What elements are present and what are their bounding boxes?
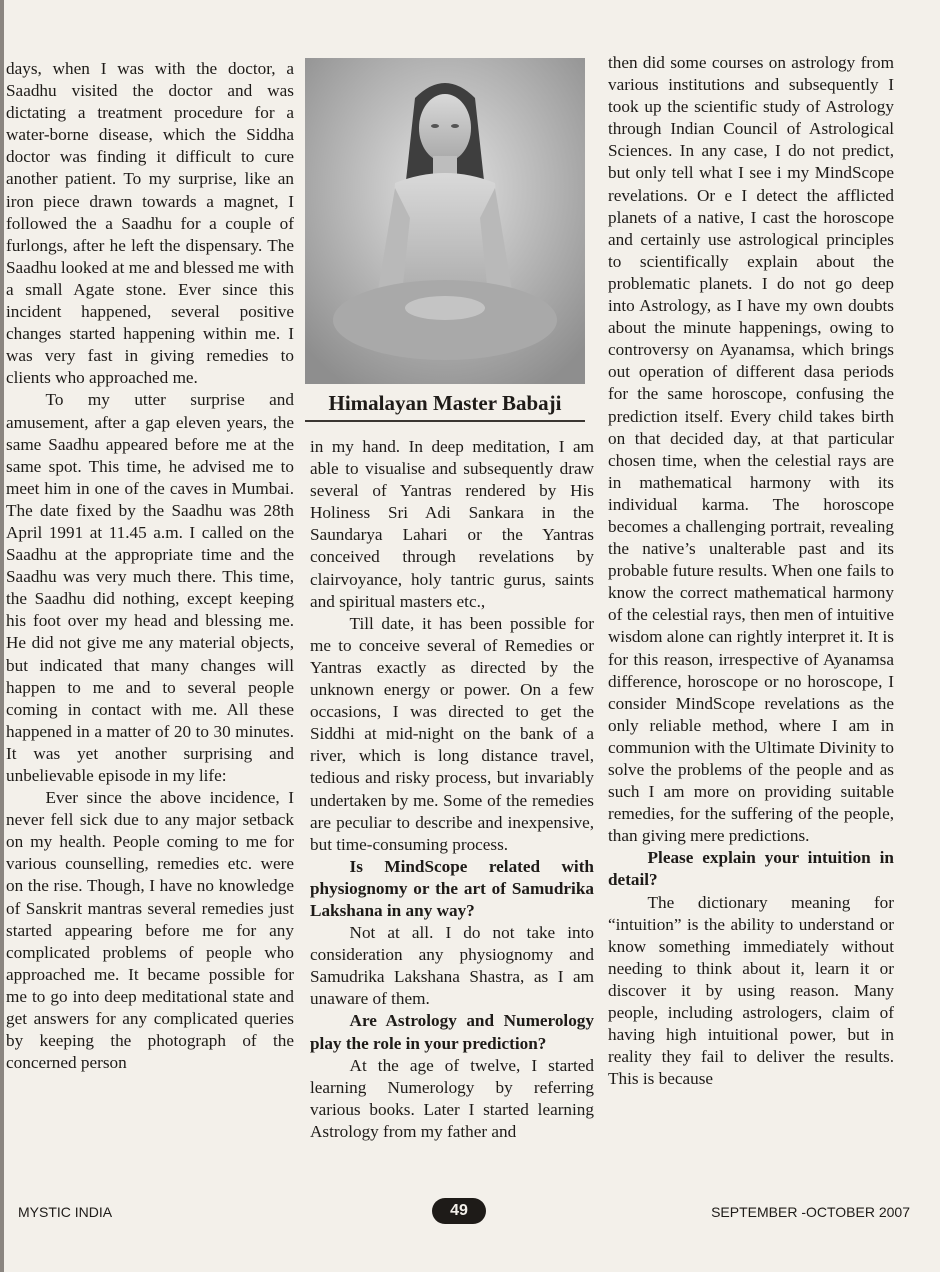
paragraph: then did some courses on astrology from various institutions and subsequently I took up the scientific study of Astrology through Indian Council of Astrological Sciences. In any case, I do not predict, but only tell what I see i my MindScope revelations. Or e I detect the afflicted planets of a native, I cast the horoscope and certainly use astrological principles to scientifically explain about the problematic planets. I do not go deep into Astrology, as I have my own doubts about the minute happenings, owing to controversy on Ayanamsa, which brings out operation of different dasa periods for the same horoscope, confusing the prediction itself. Every child takes birth on that decided day, at that particular chosen time, when the celestial rays are in mathematical harmony with its individual karma. The horoscope becomes a challenging portrait, revealing the native’s unalterable past and its probable future results. When one fails to know the correct mathematical harmony of the celestial rays, then men of intuitive wisdom alone can rightly interpret it. It is for this reason, irrespective of Ayanamsa difference, horoscope or no horoscope, I consider MindScope revelations as the only reliable method, where I am in communion with the Ultimate Divinity to solve the problems of the people and as such I am more on providing suitable remedies, for the suffering of the people, than giving mere predictions. <box>608 53 894 846</box>
paragraph: Ever since the above incidence, I never fell sick due to any major setback on my health. People coming to me for various counselling, remedies etc. were on the rise. Though, I have no knowledge of Sanskrit mantras several remedies just started appearing before me for any complicated problems of people who approached me. It became possible for me to go into deep meditational state and get answers for any complicated queries by keeping the photograph of the concerned person <box>6 788 294 1073</box>
paragraph: in my hand. In deep meditation, I am able to visualise and subsequently draw several of Yantras rendered by His Holiness Sri Adi Sankara in the Saundarya Lahari or the Yantras conceived through revelations by clairvoyance, holy tantric gurus, saints and spiritual masters etc., <box>310 437 594 611</box>
paragraph: At the age of twelve, I started learning Numerology by referring various books. Later I started learning Astrology from my father and <box>310 1055 594 1141</box>
column-1 <box>6 58 294 1074</box>
paragraph: To my utter surprise and amusement, after a gap eleven years, the same Saadhu appeared before me at the same spot. This time, he advised me to meet him in one of the caves in Mumbai. The date fixed by the Saadhu was 28th April 1991 at 11.45 a.m. I called on the Saadhu at the appropriate time and the Saadhu was very much there. This time, the Saadhu did nothing, except keeping his foot over my head and blessing me. He did not give me any material objects, but indicated that many changes will happen to me and to several people coming in contact with me. All these happened in a matter of 20 to 30 minutes. It was yet another surprising and unbelievable episode in my life: <box>6 390 294 785</box>
paragraph: Till date, it has been possible for me to conceive several of Remedies or Yantras exactly as directed by the unknown energy or power. On a few occasions, I was directed to get the Siddhi at mid-night on the bank of a river, which is long distance travel, tedious and risky process, but invariably undertaken by me. Some of the remedies are peculiar to describe and inexpensive, but time-consuming process. <box>310 613 594 854</box>
question-heading: Please explain your intuition in detail? <box>608 848 894 890</box>
meditating-figure-illustration <box>305 58 585 384</box>
footer-magazine-name: MYSTIC INDIA <box>18 1204 113 1220</box>
figure-caption: Himalayan Master Babaji <box>305 388 585 422</box>
page-binding-edge <box>0 0 4 1272</box>
paragraph: days, when I was with the doctor, a Saadhu visited the doctor and was dictating a treatment procedure for a water-borne disease, which the Siddha doctor was finding it difficult to cure another patient. To my surprise, like an iron piece drawn towards a magnet, I followed the a Saadhu for a couple of furlongs, after he left the dispensary. The Saadhu looked at me and blessed me with a small Agate stone. Ever since this incident happened, several positive changes started happening within me. I was very fast in giving remedies to clients who approached me. <box>6 59 294 388</box>
column-3 <box>608 52 894 1090</box>
column-2 <box>310 436 594 1143</box>
paragraph: Not at all. I do not take into consideration any physiognomy and Samudrika Lakshana Shastra, as I am unaware of them. <box>310 923 594 1009</box>
babaji-photo <box>305 58 585 384</box>
question-heading: Are Astrology and Numerology play the role in your prediction? <box>310 1011 594 1053</box>
question-heading: Is MindScope related with physiognomy or the art of Samudrika Lakshana in any way? <box>310 856 594 920</box>
page-number: 49 <box>432 1198 486 1224</box>
paragraph: The dictionary meaning for “intuition” is the ability to understand or know something immediately without needing to think about it, learn it or discover it by using reason. Many people, including astrologers, claim of having high intuitional power, but in reality they fail to deliver the results. This is because <box>608 892 894 1089</box>
footer-issue-date: SEPTEMBER -OCTOBER 2007 <box>711 1204 910 1220</box>
